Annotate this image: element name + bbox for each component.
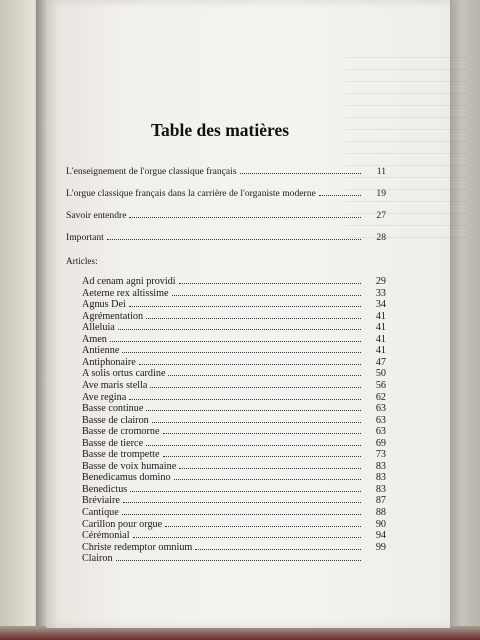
toc-entry-page: 87 <box>375 495 386 507</box>
toc-entry-page: 27 <box>376 210 386 221</box>
dot-leader <box>129 306 361 307</box>
toc-entry-label: Important <box>66 232 104 243</box>
dot-leader <box>130 491 361 492</box>
toc-entry-page: 41 <box>375 322 386 334</box>
toc-entry <box>66 166 386 177</box>
toc-entry-label: Benedicamus domino <box>82 472 171 484</box>
dot-leader <box>319 195 361 196</box>
toc-entry-page: 29 <box>375 276 386 287</box>
toc-entry-label: Clairon <box>82 553 113 565</box>
toc-entry-label: L'orgue classique français dans la carrière de l'organiste moderne <box>66 188 316 199</box>
toc-entry-label: Aeterne rex altissime <box>82 287 169 299</box>
toc-entry-page: 83 <box>375 460 386 472</box>
toc-entry-label: Agnus Dei <box>82 299 126 311</box>
dot-leader <box>118 329 361 330</box>
toc-entry-page: 33 <box>375 287 386 299</box>
toc-entry-label: Cantique <box>82 507 119 518</box>
dot-leader <box>122 352 361 353</box>
book-cover-bottom <box>0 626 480 640</box>
toc-entry-label: Bréviaire <box>82 495 120 507</box>
toc-entry <box>66 188 386 199</box>
dot-leader <box>152 422 361 423</box>
toc-entry <box>82 368 386 379</box>
toc-entry-page: 88 <box>375 507 386 518</box>
toc-entry <box>82 507 386 518</box>
dot-leader <box>139 364 361 365</box>
toc-entry <box>82 311 386 322</box>
toc-entry-label: Cérémonial <box>82 530 130 542</box>
toc-entry-page: 62 <box>375 391 386 403</box>
dot-leader <box>179 283 361 284</box>
toc-entry-page: 69 <box>375 437 386 449</box>
dot-leader <box>133 537 361 538</box>
toc-entry <box>82 472 386 483</box>
dot-leader <box>146 445 361 446</box>
toc-entry-label: Christe redemptor omnium <box>82 541 193 553</box>
toc-entry-page: 63 <box>375 426 386 438</box>
toc-entry <box>82 299 386 310</box>
toc-entry-label: A solis ortus cardine <box>82 368 166 380</box>
dot-leader <box>172 295 361 296</box>
toc-entry-label: Basse de trompette <box>82 449 160 461</box>
dot-leader <box>163 456 361 457</box>
dot-leader <box>150 387 361 388</box>
toc-entry-page: 19 <box>376 188 386 199</box>
toc-entry-label: Antienne <box>82 345 120 357</box>
dot-leader <box>110 341 361 342</box>
articles-heading: Articles: <box>66 256 98 266</box>
toc-entry-page: 11 <box>376 166 386 177</box>
toc-entry <box>66 232 386 243</box>
dot-leader <box>174 479 361 480</box>
dot-leader <box>129 217 361 218</box>
toc-entry-page: 41 <box>375 333 386 345</box>
toc-entry <box>82 288 386 299</box>
toc-entry-label: Agrémentation <box>82 310 144 322</box>
dot-leader <box>146 318 361 319</box>
dot-leader <box>165 526 361 527</box>
toc-entry-page: 63 <box>375 414 386 426</box>
toc-entry-page: 47 <box>375 356 386 368</box>
toc-entry-label: Basse de cromorne <box>82 426 160 438</box>
toc-entry <box>82 495 386 506</box>
toc-entry <box>82 449 386 460</box>
toc-entry <box>82 530 386 541</box>
toc-entry-page: 99 <box>375 541 386 553</box>
toc-entry-page: 41 <box>375 310 386 322</box>
toc-entry-page: 94 <box>375 530 386 542</box>
toc-entry-label: Ave maris stella <box>82 379 148 391</box>
toc-entry <box>82 438 386 449</box>
toc-entry-label: Antiphonaire <box>82 356 136 368</box>
toc-entry <box>82 415 386 426</box>
left-page-edge <box>0 0 40 640</box>
dot-leader <box>168 375 361 376</box>
toc-entry <box>82 322 386 333</box>
toc-entry <box>82 484 386 495</box>
dot-leader <box>240 173 361 174</box>
toc-entry-page: 41 <box>375 345 386 357</box>
dot-leader <box>163 433 361 434</box>
toc-entry-page: 56 <box>375 379 386 391</box>
toc-entry <box>82 380 386 391</box>
toc-entry-page: 28 <box>376 232 386 243</box>
toc-entry-label: Ave regina <box>82 391 127 403</box>
toc-entry-label: Benedictus <box>82 483 128 495</box>
toc-entry <box>82 426 386 437</box>
dot-leader <box>107 239 361 240</box>
toc-entry <box>82 357 386 368</box>
toc-entry-page: 83 <box>375 472 386 484</box>
toc-entry-label: Ad cenam agni providi <box>82 276 176 287</box>
toc-entry-label: Basse de tierce <box>82 437 144 449</box>
dot-leader <box>179 468 361 469</box>
toc-entry-page: 90 <box>375 518 386 530</box>
toc-entry <box>82 334 386 345</box>
dot-leader <box>123 502 361 503</box>
toc-entry-label: Savoir entendre <box>66 210 127 221</box>
toc-entry-page: 50 <box>375 368 386 380</box>
toc-entry <box>82 519 386 530</box>
toc-entry <box>82 553 386 564</box>
dot-leader <box>116 560 361 561</box>
toc-entry <box>82 345 386 356</box>
toc-entry-page: 34 <box>375 299 386 311</box>
toc-entry-page: 63 <box>375 403 386 415</box>
dot-leader <box>129 399 361 400</box>
page-title: Table des matières <box>150 120 290 140</box>
toc-entry-label: Alleluia <box>82 322 115 334</box>
toc-entry-label: Basse continue <box>82 403 144 415</box>
toc-entry-label: Amen <box>82 333 107 345</box>
toc-entry <box>82 392 386 403</box>
toc-entry-label: Basse de voix humaine <box>82 460 177 472</box>
toc-entry <box>82 461 386 472</box>
toc-entry-page: 73 <box>375 449 386 461</box>
toc-entry <box>82 276 386 287</box>
toc-entry-label: Carillon pour orgue <box>82 518 163 530</box>
toc-entry <box>82 403 386 414</box>
dot-leader <box>146 410 361 411</box>
toc-entry-label: L'enseignement de l'orgue classique français <box>66 166 237 177</box>
toc-entry <box>82 542 386 553</box>
toc-entry-page: 83 <box>375 483 386 495</box>
toc-entry <box>66 210 386 221</box>
dot-leader <box>195 549 361 550</box>
toc-entry-label: Basse de clairon <box>82 414 149 426</box>
dot-leader <box>122 514 361 515</box>
